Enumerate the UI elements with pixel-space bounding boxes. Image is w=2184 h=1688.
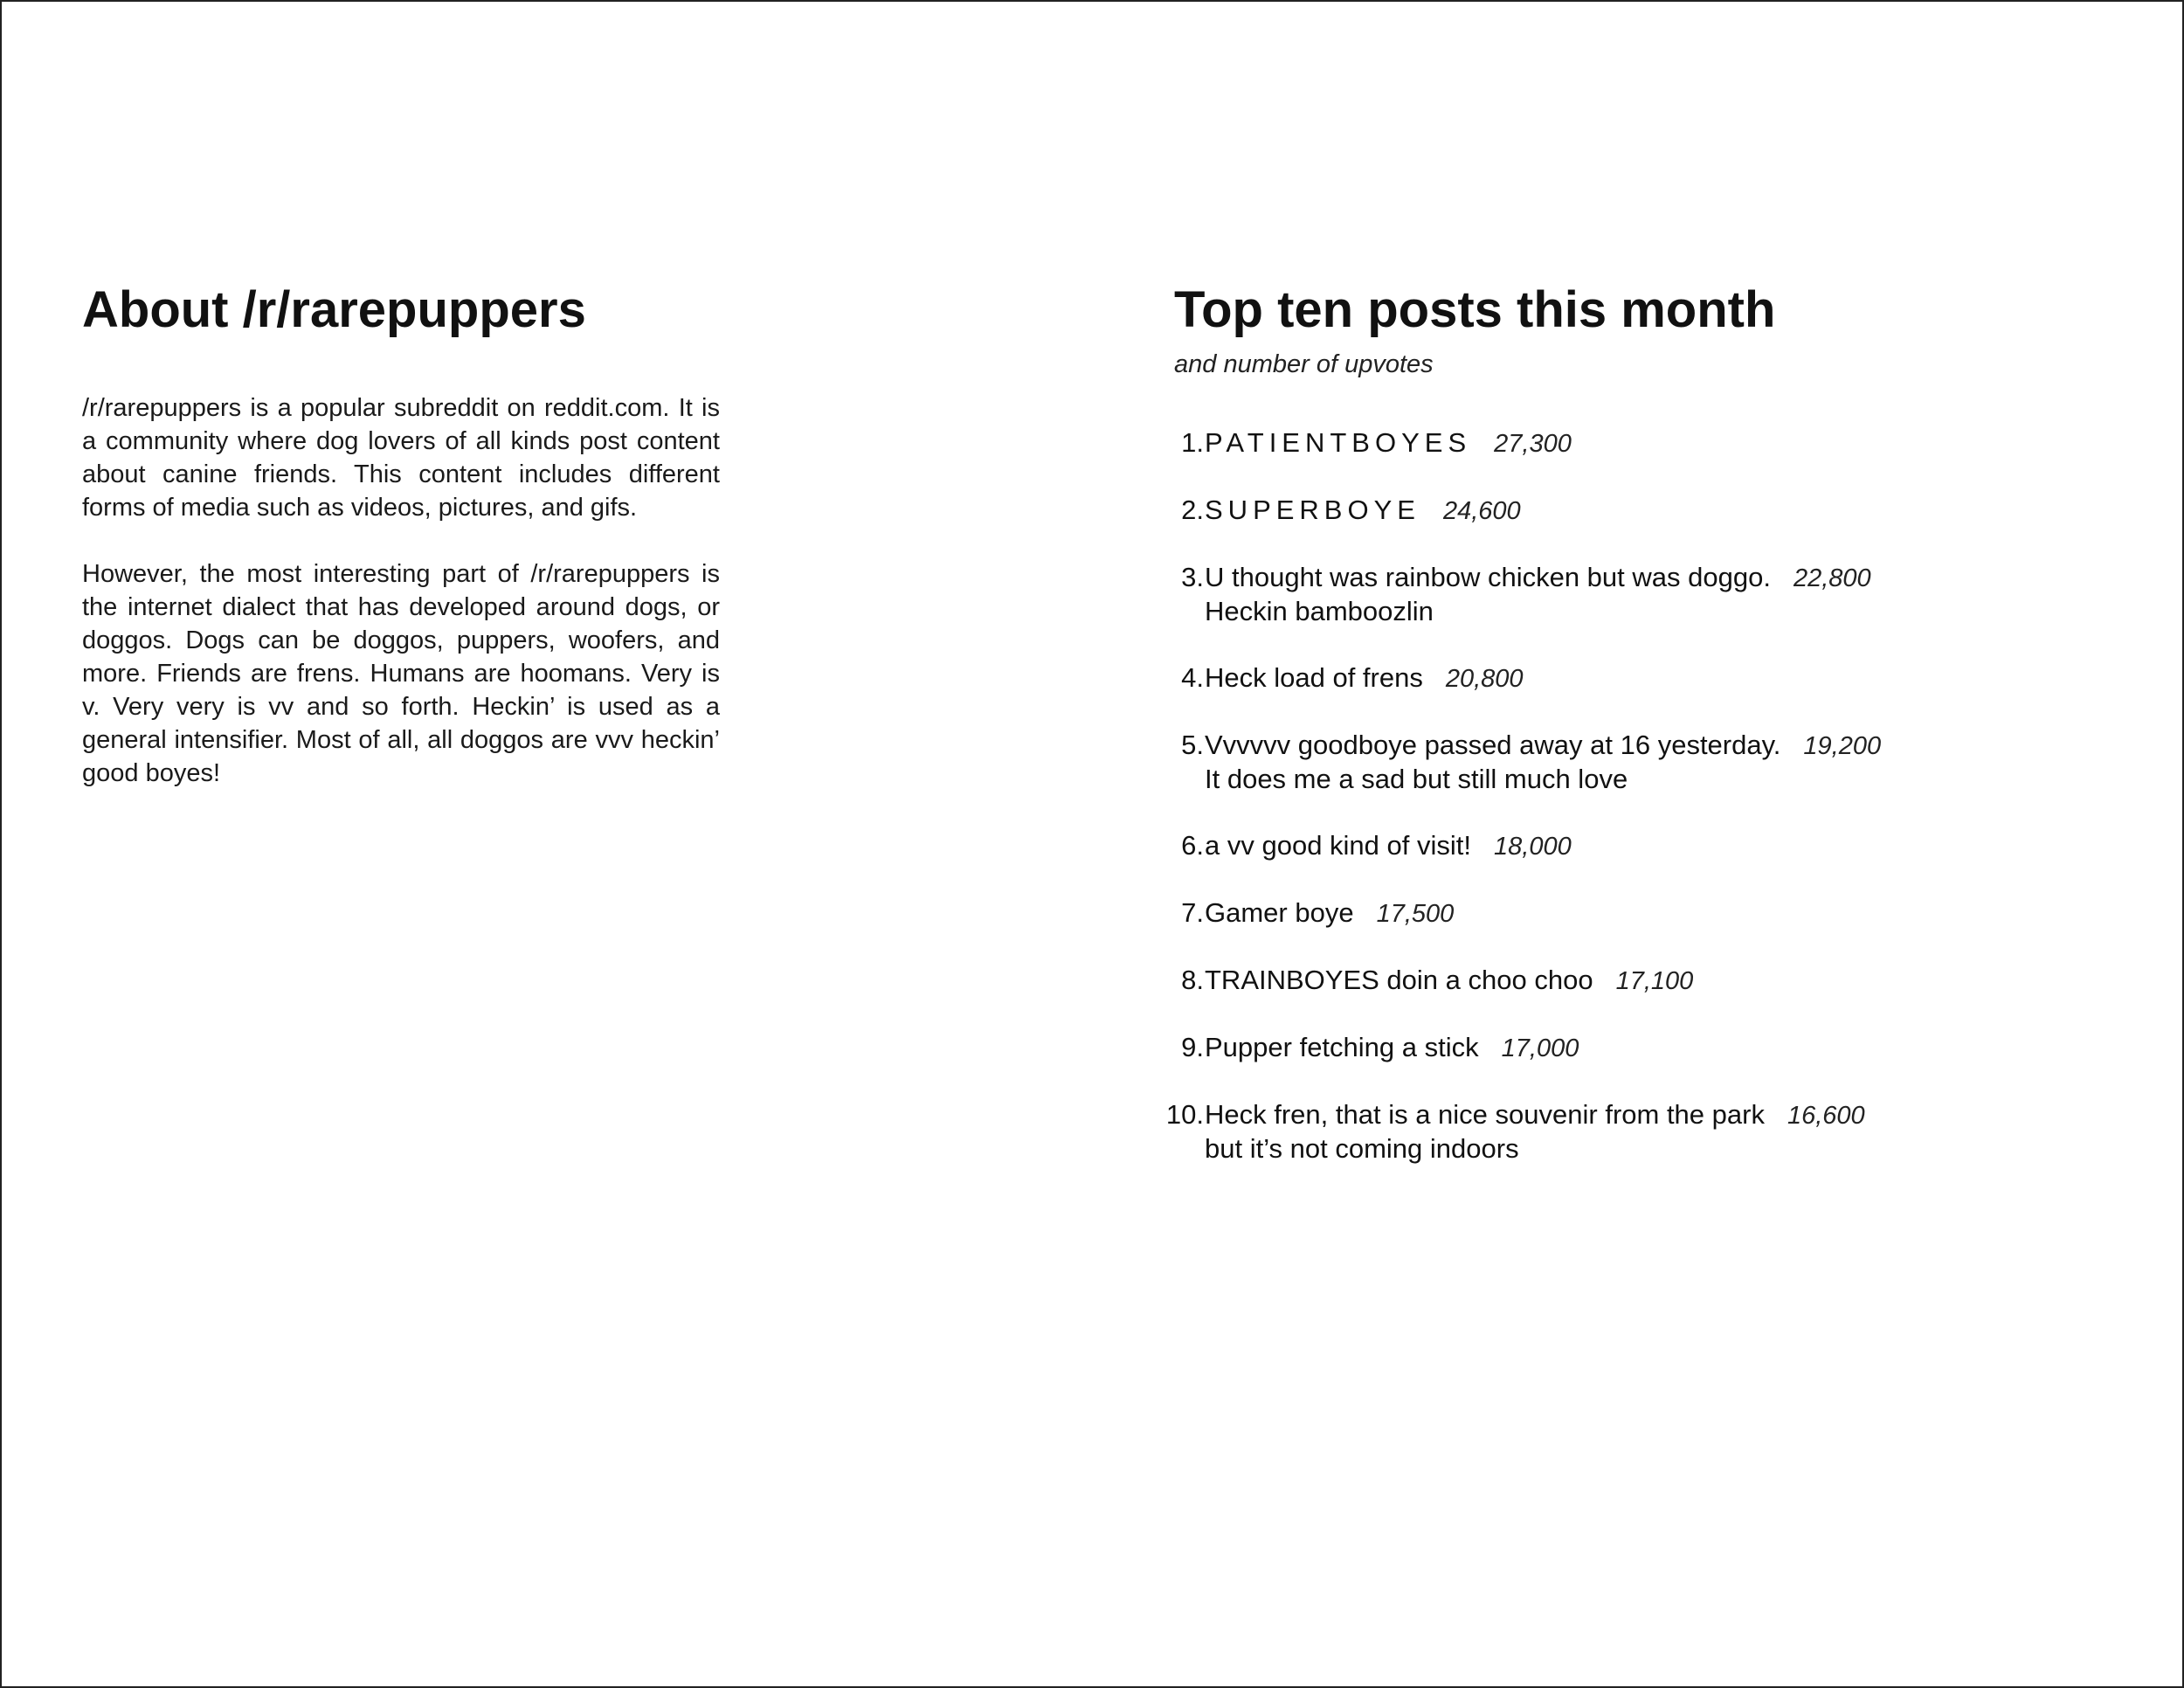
post-title-line (1205, 562, 1871, 592)
post-number: 4. (1181, 661, 1204, 693)
post-title-line (1205, 495, 1521, 525)
post-title-continuation: It does me a sad but still much love (1205, 763, 1628, 794)
post-number: 8. (1181, 964, 1204, 995)
about-paragraph-1: /r/rarepuppers is a popular subreddit on reddit.com. It is a community where dog lovers of all kinds post content about canine friends. This content includes different forms of media such as videos, pictures, and gifs. (82, 393, 720, 522)
post-content (1204, 829, 1572, 863)
post-item-3 (1174, 561, 2135, 628)
post-title: PATIENTBOYES (1205, 426, 1472, 458)
post-item-4 (1174, 661, 2135, 695)
post-title: SUPERBOYE (1205, 494, 1420, 525)
about-body (82, 391, 720, 790)
post-content (1204, 729, 1881, 796)
post-upvotes: 24,600 (1442, 496, 1521, 525)
post-number: 9. (1181, 1031, 1204, 1062)
post-title: Pupper fetching a stick (1205, 1031, 1479, 1062)
post-title-line (1205, 965, 1693, 995)
post-title-line (1205, 1032, 1579, 1062)
top-posts-section (1165, 280, 2135, 1199)
post-content (1204, 426, 1572, 460)
post-content (1204, 1098, 1865, 1166)
post-number: 6. (1181, 829, 1204, 861)
post-item-10 (1165, 1098, 2135, 1166)
post-title: Gamer boye (1205, 896, 1354, 928)
post-number: 10. (1165, 1098, 1204, 1130)
post-title-line (1205, 897, 1454, 928)
post-upvotes: 17,000 (1501, 1034, 1579, 1062)
post-content (1204, 896, 1454, 930)
post-upvotes: 27,300 (1494, 429, 1572, 458)
post-item-7 (1174, 896, 2135, 930)
post-upvotes: 17,100 (1615, 966, 1694, 995)
top-posts-heading: Top ten posts this month (1174, 281, 1776, 338)
post-item-8 (1174, 964, 2135, 998)
post-title: a vv good kind of visit! (1205, 829, 1471, 861)
post-title-continuation: Heckin bamboozlin (1205, 595, 1434, 626)
post-title-line (1205, 662, 1524, 693)
post-item-5 (1174, 729, 2135, 796)
post-item-1 (1174, 426, 2135, 460)
post-title-line (1205, 427, 1572, 458)
about-heading: About /r/rarepuppers (82, 281, 586, 338)
post-number: 1. (1181, 426, 1204, 458)
post-number: 2. (1181, 494, 1204, 525)
post-title-line (1205, 830, 1572, 861)
top-posts-subtitle: and number of upvotes (1174, 349, 1434, 378)
post-upvotes: 19,200 (1803, 731, 1882, 760)
post-upvotes: 18,000 (1494, 832, 1572, 861)
post-upvotes: 17,500 (1376, 899, 1455, 928)
post-upvotes: 16,600 (1787, 1101, 1865, 1130)
post-upvotes: 22,800 (1793, 564, 1871, 592)
post-number: 3. (1181, 561, 1204, 592)
post-title-continuation: but it’s not coming indoors (1205, 1132, 1519, 1164)
post-title-line (1205, 730, 1881, 760)
post-item-2 (1174, 494, 2135, 528)
post-title: Vvvvvv goodboye passed away at 16 yesterday. (1205, 729, 1781, 760)
post-item-9 (1174, 1031, 2135, 1065)
post-number: 5. (1181, 729, 1204, 760)
post-content (1204, 1031, 1579, 1065)
post-number: 7. (1181, 896, 1204, 928)
post-content (1204, 561, 1871, 628)
post-title: U thought was rainbow chicken but was doggo. (1205, 561, 1771, 592)
posts-list (1165, 426, 2135, 1166)
post-content (1204, 494, 1521, 528)
post-title: Heck fren, that is a nice souvenir from the park (1205, 1098, 1765, 1130)
post-title-line (1205, 1099, 1865, 1130)
post-content (1204, 661, 1524, 695)
post-content (1204, 964, 1693, 998)
post-title: TRAINBOYES doin a choo choo (1205, 964, 1593, 995)
post-item-6 (1174, 829, 2135, 863)
post-upvotes: 20,800 (1445, 664, 1524, 693)
about-section (82, 280, 720, 823)
post-title: Heck load of frens (1205, 661, 1423, 693)
about-paragraph-2: However, the most interesting part of /r/rarepuppers is the internet dialect that has developed around dogs, or doggos. Dogs can be doggos, puppers, woofers, and more. Friends are frens. Humans are hoomans. Very is v. Very very is vv and so forth. Heckin’ is used as a general intensifier. Most of all, all doggos are vvv heckin’ good boyes! (82, 559, 720, 787)
